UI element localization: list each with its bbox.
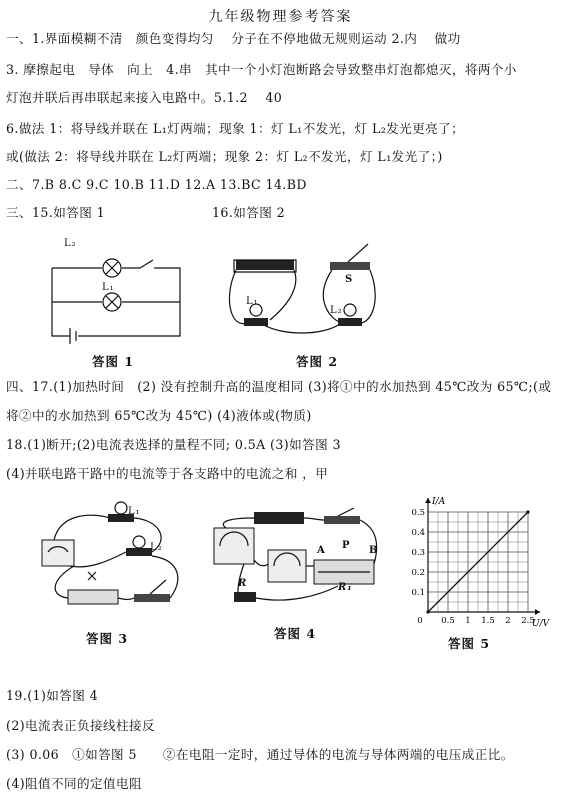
answer-line-10: 将②中的水加热到 65℃改为 45℃) (4)液体或(物质) xyxy=(6,408,312,423)
answer-line-14: (2)电流表正负接线柱接反 xyxy=(6,718,155,733)
answer-line-6: 二、7.B 8.C 9.C 10.B 11.D 12.A 13.BC 14.BD xyxy=(6,177,307,192)
fig4-label-r: R xyxy=(238,578,248,589)
fig3-caption: 答图 3 xyxy=(86,631,129,646)
fig3-label-l2: L₂ xyxy=(150,542,163,553)
y-tick-label: 0.2 xyxy=(411,568,425,578)
x-axis-label: U/V xyxy=(532,619,550,629)
fig4-caption: 答图 4 xyxy=(274,626,317,641)
fig3-label-l1: L₁ xyxy=(128,506,141,517)
fig1-caption: 答图 1 xyxy=(92,354,135,369)
fig4-label-a: A xyxy=(317,545,326,556)
x-tick-label: 1 xyxy=(465,616,471,626)
circuit-diagram-4 xyxy=(208,500,388,615)
x-tick-label: 2.5 xyxy=(521,616,535,626)
page-title: 九年级物理参考答案 xyxy=(208,9,353,25)
fig5-caption: 答图 5 xyxy=(448,636,491,651)
fig4-label-p: P xyxy=(342,540,351,551)
answer-line-8: 16.如答图 2 xyxy=(212,205,286,220)
circuit-diagram-3 xyxy=(30,500,190,620)
y-tick-label: 0.5 xyxy=(411,508,425,518)
answer-line-1: 一、1.界面模糊不清 颜色变得均匀 分子在不停地做无规则运动 2.内 做功 xyxy=(6,31,461,46)
answer-line-16: (4)阻值不同的定值电阻 xyxy=(6,776,142,791)
answer-line-2: 3. 摩擦起电 导体 向上 4.串 其中一个小灯泡断路会导致整串灯泡都熄灭，将两个小 xyxy=(6,62,517,77)
answer-line-9: 四、17.(1)加热时间 (2) 没有控制升高的温度相同 (3)将①中的水加热到 45℃改为 65℃;(或 xyxy=(6,379,552,394)
fig2-label-l2: L₂ xyxy=(330,305,343,316)
y-tick-label: 0.4 xyxy=(411,528,425,538)
answer-line-12: (4)并联电路干路中的电流等于各支路中的电流之和 ，甲 xyxy=(6,466,329,481)
y-axis-arrow xyxy=(425,498,431,503)
series-point xyxy=(526,510,529,513)
circuit-diagram-1 xyxy=(40,240,190,350)
x-tick-label: 2 xyxy=(505,616,511,626)
fig1-label-l2: L₂ xyxy=(64,238,77,249)
answer-line-3: 灯泡并联后再串联起来接入电路中。5.1.2 40 xyxy=(6,90,283,105)
answer-line-11: 18.(1)断开;(2)电流表选择的量程不同; 0.5A (3)如答图 3 xyxy=(6,437,341,452)
x-tick-label: 0.5 xyxy=(441,616,455,626)
answer-line-4: 6.做法 1：将导线并联在 L₁灯两端；现象 1：灯 L₁不发光，灯 L₂发光更亮了； xyxy=(6,121,465,136)
fig2-caption: 答图 2 xyxy=(296,354,339,369)
answer-line-5: 或(做法 2：将导线并联在 L₂灯两端；现象 2：灯 L₂不发光，灯 L₁发光了；) xyxy=(6,149,443,164)
answer-line-15: (3) 0.06 ①如答图 5 ②在电阻一定时，通过导体的电流与导体两端的电压成正比。 xyxy=(6,747,514,762)
iu-graph xyxy=(400,497,550,635)
y-axis-label: I/A xyxy=(432,497,446,507)
answer-line-13: 19.(1)如答图 4 xyxy=(6,688,99,703)
answer-line-7: 三、15.如答图 1 xyxy=(6,205,106,220)
y-tick-label: 0.3 xyxy=(411,548,425,558)
series-point xyxy=(426,610,429,613)
x-tick-label: 0 xyxy=(417,616,423,626)
fig4-label-b: B xyxy=(369,545,379,556)
x-axis-arrow xyxy=(535,609,540,615)
circuit-diagram-2 xyxy=(222,240,382,350)
fig4-label-r1: R₁ xyxy=(338,582,353,593)
y-tick-label: 0.1 xyxy=(411,588,425,598)
fig2-label-l1: L₁ xyxy=(246,296,259,307)
fig2-label-s: S xyxy=(345,274,354,285)
fig1-label-l1: L₁ xyxy=(102,282,115,293)
x-tick-label: 1.5 xyxy=(481,616,495,626)
